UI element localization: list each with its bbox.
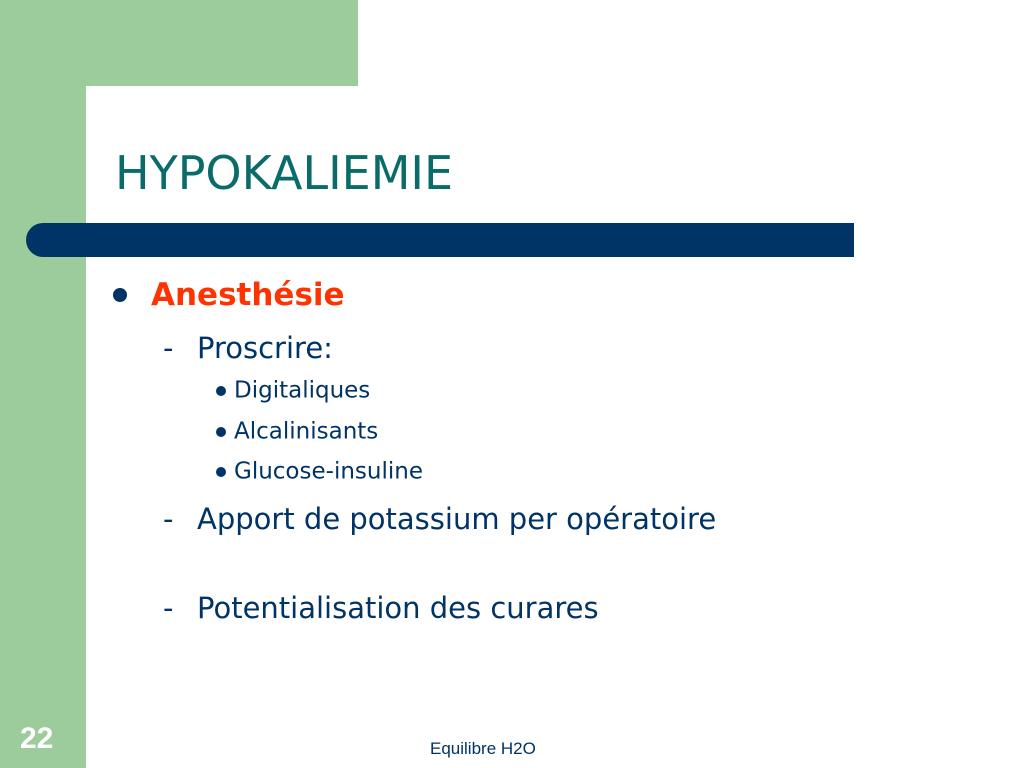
bullet-icon — [113, 288, 127, 302]
dash-marker: - — [163, 591, 174, 625]
bullet-icon — [216, 467, 226, 477]
slide-title: HYPOKALIEMIE — [115, 146, 454, 200]
content-corner — [86, 86, 146, 146]
bullet-icon — [216, 427, 226, 437]
proscrire-text: Proscrire: — [197, 331, 333, 365]
sub-list-item — [216, 458, 423, 485]
top-border-band — [0, 0, 358, 86]
sub-list-item — [216, 418, 378, 445]
dash-marker: - — [163, 502, 174, 536]
list-item-apport — [163, 502, 716, 536]
list-item-potentialisation — [163, 591, 599, 625]
heading-text: Anesthésie — [151, 277, 345, 313]
sub-item-text: Digitaliques — [234, 377, 371, 404]
apport-text: Apport de potassium per opératoire — [197, 502, 717, 536]
dash-marker: - — [163, 331, 174, 365]
bullet-icon — [216, 386, 226, 396]
sub-item-text: Glucose-insuline — [234, 458, 423, 485]
page-number: 22 — [20, 722, 54, 755]
left-border-band — [0, 0, 86, 768]
potentialisation-text: Potentialisation des curares — [197, 591, 599, 625]
sub-list-item — [216, 377, 370, 404]
footer-text: Equilibre H2O — [430, 739, 536, 758]
title-underline-bar — [26, 223, 854, 257]
heading-bullet-item — [113, 277, 345, 313]
sub-item-text: Alcalinisants — [234, 418, 379, 445]
list-item-proscrire — [163, 331, 333, 365]
